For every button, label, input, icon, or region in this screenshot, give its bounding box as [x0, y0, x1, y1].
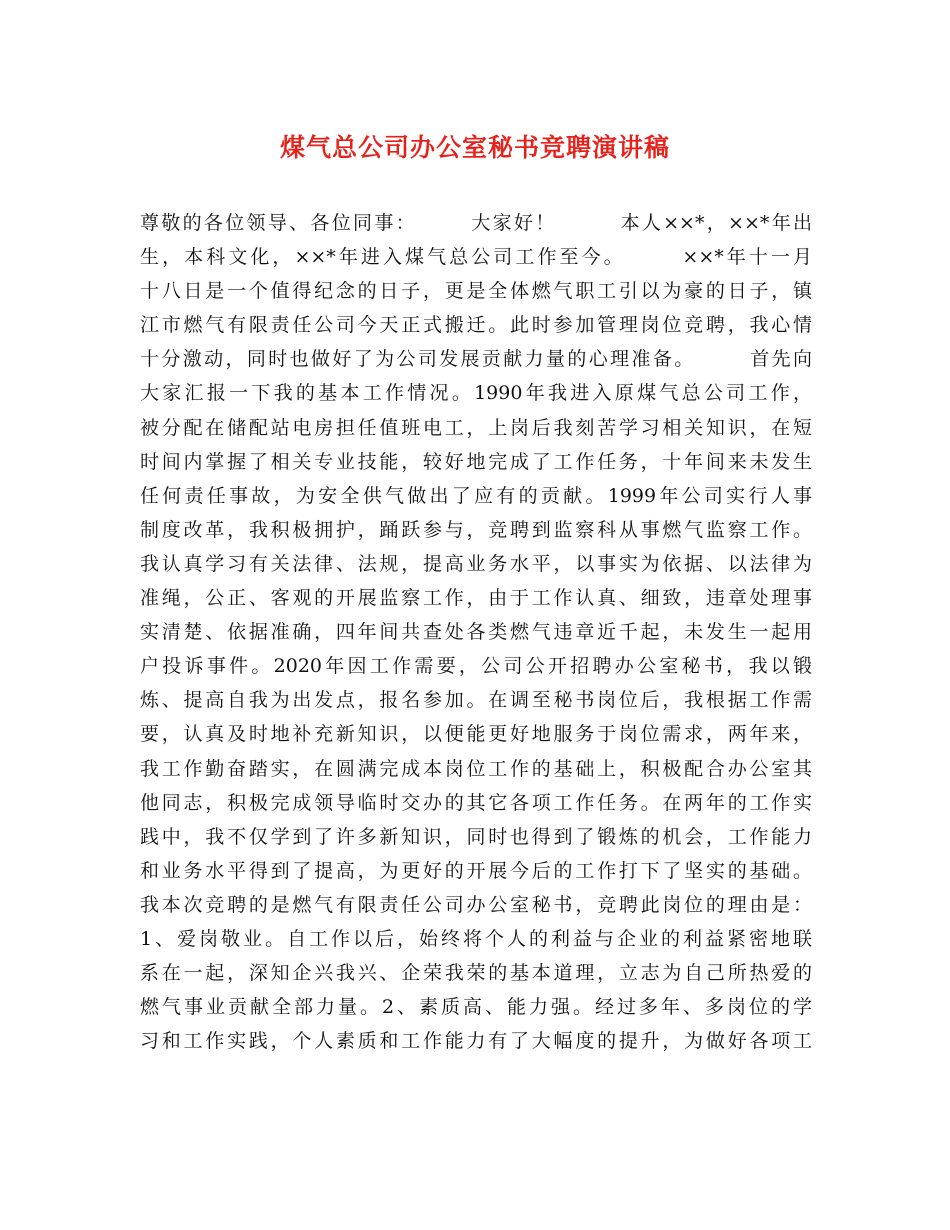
body-line: 时间内掌握了相关专业技能，较好地完成了工作任务，十年间来未发生 [140, 450, 812, 473]
body-line: 系在一起，深知企兴我兴、企荣我荣的基本道理，立志为自己所热爱的 [140, 962, 812, 985]
body-line: 大家汇报一下我的基本工作情况。1990年我进入原煤气总公司工作， [140, 382, 812, 405]
body-line: 他同志，积极完成领导临时交办的其它各项工作任务。在两年的工作实 [140, 791, 812, 814]
body-line: 十八日是一个值得纪念的日子，更是全体燃气职工引以为豪的日子，镇 [140, 280, 812, 303]
body-line: 我本次竞聘的是燃气有限责任公司办公室秘书，竞聘此岗位的理由是： [140, 893, 812, 916]
body-line: 要，认真及时地补充新知识，以便能更好地服务于岗位需求，两年来， [140, 723, 812, 746]
body-line: 十分激动，同时也做好了为公司发展贡献力量的心理准备。 首先向 [140, 348, 812, 371]
body-line: 燃气事业贡献全部力量。2、素质高、能力强。经过多年、多岗位的学 [140, 996, 812, 1019]
document-body [140, 206, 812, 1058]
body-line: 炼、提高自我为出发点，报名参加。在调至秘书岗位后，我根据工作需 [140, 689, 812, 712]
body-line: 制度改革，我积极拥护，踊跃参与，竞聘到监察科从事燃气监察工作。 [140, 518, 812, 541]
body-line: 我工作勤奋踏实，在圆满完成本岗位工作的基础上，积极配合办公室其 [140, 757, 812, 780]
body-line: 生，本科文化，××*年进入煤气总公司工作至今。 ××*年十一月 [140, 246, 812, 269]
body-line: 户投诉事件。2020年因工作需要，公司公开招聘办公室秘书，我以锻 [140, 655, 812, 678]
body-line: 被分配在储配站电房担任值班电工，上岗后我刻苦学习相关知识，在短 [140, 416, 812, 439]
body-line: 和业务水平得到了提高，为更好的开展今后的工作打下了坚实的基础。 [140, 859, 812, 882]
document-title: 煤气总公司办公室秘书竞聘演讲稿 [279, 133, 670, 162]
body-line: 尊敬的各位领导、各位同事： 大家好！ 本人××*，××*年出 [140, 212, 812, 234]
body-line: 准绳，公正、客观的开展监察工作，由于工作认真、细致，违章处理事 [140, 587, 812, 610]
body-line: 实清楚、依据准确，四年间共查处各类燃气违章近千起，未发生一起用 [140, 621, 812, 644]
body-line: 我认真学习有关法律、法规，提高业务水平，以事实为依据、以法律为 [140, 552, 812, 575]
body-line: 习和工作实践，个人素质和工作能力有了大幅度的提升，为做好各项工 [140, 1030, 812, 1053]
body-line: 江市燃气有限责任公司今天正式搬迁。此时参加管理岗位竞聘，我心情 [140, 314, 812, 337]
body-line: 任何责任事故，为安全供气做出了应有的贡献。1999年公司实行人事 [140, 484, 812, 507]
body-line: 践中，我不仅学到了许多新知识，同时也得到了锻炼的机会，工作能力 [140, 825, 812, 848]
body-line: 1、爱岗敬业。自工作以后，始终将个人的利益与企业的利益紧密地联 [140, 927, 812, 950]
